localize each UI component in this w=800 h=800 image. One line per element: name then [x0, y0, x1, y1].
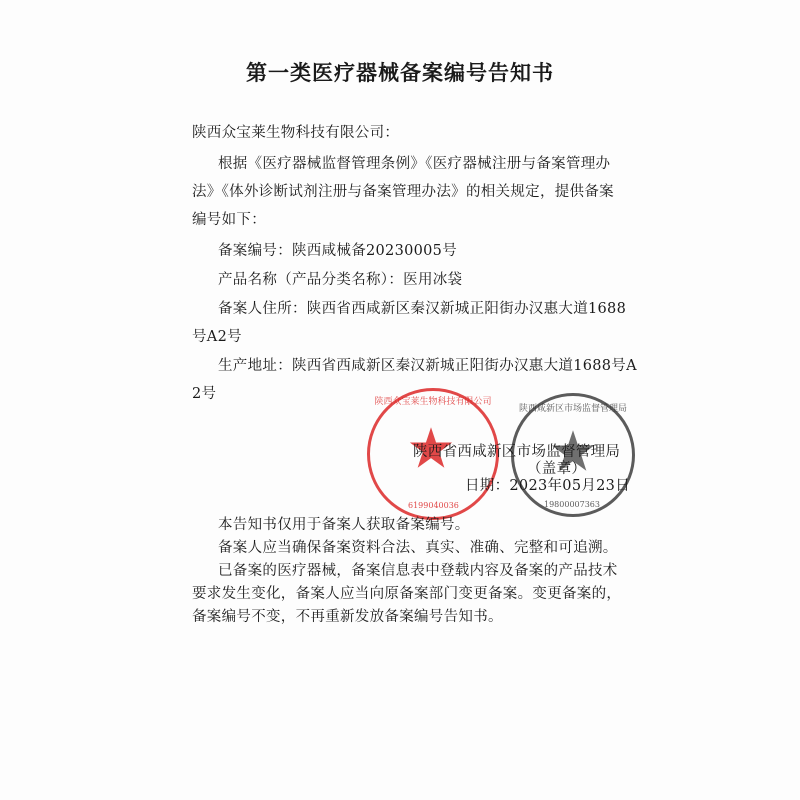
production-address: 生产地址：陕西省西咸新区秦汉新城正阳街办汉惠大道1688号A: [218, 358, 637, 374]
production-address-cont: 2号: [192, 386, 217, 402]
addressee: 陕西众宝莱生物科技有限公司：: [192, 125, 400, 141]
authority-seal-number: 19800007363: [544, 500, 600, 509]
note: 要求发生变化，备案人应当向原备案部门变更备案。变更备案的，: [192, 586, 622, 602]
issue-date: 日期：2023年05月23日: [465, 478, 631, 494]
note: 备案编号不变，不再重新发放备案编号告知书。: [192, 609, 503, 625]
product-name: 产品名称（产品分类名称）：医用冰袋: [218, 272, 463, 288]
note: 已备案的医疗器械，备案信息表中登载内容及备案的产品技术: [218, 563, 618, 579]
company-seal-number: 6199040036: [408, 501, 459, 510]
seal-note: （盖章）: [527, 461, 587, 477]
note: 本告知书仅用于备案人获取备案编号。: [218, 517, 470, 533]
issuing-authority: 陕西省西咸新区市场监督管理局: [413, 444, 621, 460]
intro-line: 编号如下：: [192, 212, 266, 228]
authority-seal-text: 陕西咸新区市场监督管理局: [518, 404, 627, 414]
document-title: 第一类医疗器械备案编号告知书: [246, 61, 554, 85]
registrant-address: 备案人住所：陕西省西咸新区秦汉新城正阳街办汉惠大道1688: [218, 301, 627, 317]
note: 备案人应当确保备案资料合法、真实、准确、完整和可追溯。: [218, 540, 618, 556]
intro-line: 法》《体外诊断试剂注册与备案管理办法》的相关规定，提供备案: [192, 184, 614, 200]
company-seal-text: 陕西众宝莱生物科技有限公司: [374, 397, 492, 407]
intro-line: 根据《医疗器械监督管理条例》《医疗器械注册与备案管理办: [218, 156, 611, 172]
record-number: 备案编号：陕西咸械备20230005号: [218, 243, 458, 259]
registrant-address-cont: 号A2号: [192, 329, 242, 345]
